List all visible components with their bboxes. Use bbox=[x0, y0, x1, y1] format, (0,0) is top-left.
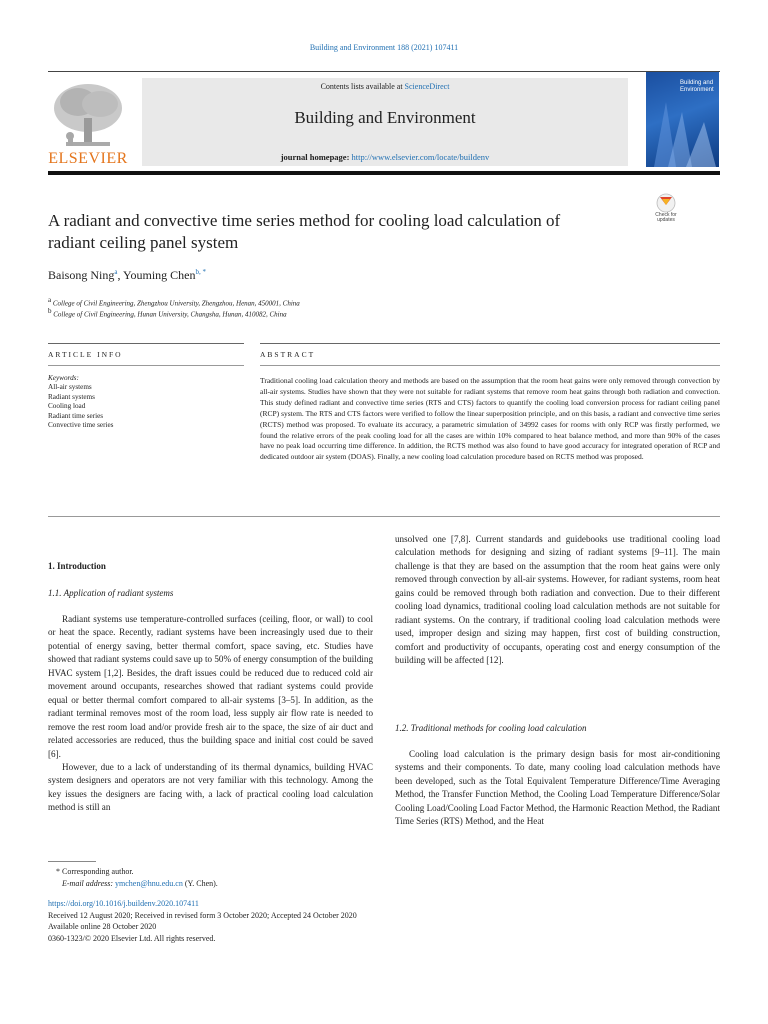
keyword-item: All-air systems bbox=[48, 383, 92, 392]
right-column-top-text bbox=[395, 533, 720, 668]
corresponding-text: Corresponding author. bbox=[62, 867, 134, 876]
article-info-rule bbox=[48, 343, 244, 344]
cover-title-1: Building and bbox=[680, 80, 714, 86]
abstract-bottom-rule bbox=[48, 516, 720, 517]
article-info-subrule bbox=[48, 365, 244, 366]
section-heading-introduction: 1. Introduction bbox=[48, 561, 106, 571]
corresponding-author-note bbox=[56, 866, 134, 877]
journal-cover-image[interactable] bbox=[646, 72, 719, 167]
affiliation-a-text: College of Civil Engineering, Zhengzhou University, Zhengzhou, Henan, 450001, China bbox=[52, 299, 300, 308]
available-online: Available online 28 October 2020 bbox=[48, 922, 157, 931]
affiliation-b-text: College of Civil Engineering, Hunan University, Changsha, Hunan, 410082, China bbox=[53, 310, 287, 319]
cover-title-2: Environment bbox=[680, 87, 714, 93]
paragraph-unsolved: unsolved one [7,8]. Current standards and guidebooks use traditional cooling load calculation methods for designing and sizing of radiant systems [9–11]. The main challenge is that they are based on the assumption that the room heat gains were only removed through convection by all-air systems. However, for radiant systems, room heat gains could be removed through both radiation and convection. Due to their different cooling load dynamics, traditional cooling load calculation methods are not suitable for radiant systems. On the contrary, if traditional cooling load calculation methods were used, improper design and sizing may happen, first cost of building construction, comfort and productivity of occupants, operating cost and energy consumption of the building will be affected [12]. bbox=[395, 534, 720, 666]
author-separator: , bbox=[117, 268, 124, 282]
sciencedirect-link[interactable]: ScienceDirect bbox=[404, 82, 450, 91]
email-link[interactable]: ymchen@hnu.edu.cn bbox=[115, 879, 183, 888]
affiliation-a-mark: a bbox=[48, 296, 52, 304]
left-column-text bbox=[48, 613, 373, 815]
paragraph-however: However, due to a lack of understanding of its thermal dynamics, building HVAC system designers and operators are not very familiar with this technology. Among the key issues the designers are facing with, a lack of practical cooling load calculation method is still an bbox=[48, 761, 373, 813]
title-line-1: A radiant and convective time series method for cooling load calculation of bbox=[48, 211, 561, 230]
abstract-heading: ABSTRACT bbox=[260, 350, 316, 359]
homepage-link[interactable]: http://www.elsevier.com/locate/buildenv bbox=[351, 152, 490, 162]
article-info-heading: ARTICLE INFO bbox=[48, 350, 123, 359]
abstract-text: Traditional cooling load calculation theory and methods are based on the assumption that the room heat gains were only removed through convection by all-air systems. Studies have shown that they were not suitable for radiant systems that remove room heat gains through both radiation and convection. This study defined radiant and convective time series (RTS and CTS) factors to quantify the cooling load conversion process for radiant ceiling panel (RCP) system. The RTS and CTS factors were verified to follow the linear superposition principle, and on this basis, a radiant and convective time series (RCTS) method was proposed. To evaluate its accuracy, a parametric simulation of 34992 cases for rooms with only RCP was firstly performed, we found the relative errors of the peak cooling load for all the cases are within 10% compared to heat balance method, and more than 90% of the cases have no peak load occurring time difference. In addition, the RCTS method was also found to have good accuracy for integrated operation of RCP and dedicated outdoor air system (DOAS). Finally, a new cooling load calculation procedure based on RCTS method was proposed. bbox=[260, 376, 720, 462]
homepage-line bbox=[142, 152, 628, 162]
footnote-rule bbox=[48, 861, 96, 862]
header-thick-rule bbox=[48, 171, 720, 175]
affiliation-b-mark: b bbox=[48, 307, 52, 315]
keyword-item: Cooling load bbox=[48, 402, 86, 411]
corresponding-mark: * bbox=[56, 867, 60, 876]
subsection-heading-1-1: 1.1. Application of radiant systems bbox=[48, 588, 174, 598]
affiliation-b bbox=[48, 307, 287, 318]
contents-line bbox=[142, 82, 628, 91]
doi-link[interactable]: https://doi.org/10.1016/j.buildenv.2020.107411 bbox=[48, 899, 199, 908]
affiliation-a bbox=[48, 296, 300, 307]
abstract-subrule bbox=[260, 365, 720, 366]
paragraph-cooling-load: Cooling load calculation is the primary design basis for most air-conditioning systems and their components. To date, many cooling load calculation methods have been developed, such as the Total Equivalent Temperature Difference/Time Averaging Method, the Transfer Function Method, the Cooling Load Temperature Difference/Solar Cooling Load/Cooling Load Factor Method, the Harmonic Reaction Method, the Radiant Time Series (RTS) Method, and the Heat bbox=[395, 749, 720, 827]
keyword-item: Convective time series bbox=[48, 421, 114, 430]
abstract-rule bbox=[260, 343, 720, 344]
check-for-updates-label bbox=[646, 213, 686, 223]
received-dates: Received 12 August 2020; Received in revised form 3 October 2020; Accepted 24 October 2020 bbox=[48, 911, 357, 920]
article-title bbox=[48, 210, 638, 254]
keyword-item: Radiant time series bbox=[48, 411, 104, 420]
author-1: Baisong Ning bbox=[48, 268, 115, 282]
right-column-bottom-text bbox=[395, 748, 720, 829]
badge-text-2: updates bbox=[657, 217, 675, 223]
keywords-block bbox=[48, 374, 238, 430]
header-rule bbox=[48, 71, 720, 72]
keywords-label: Keywords: bbox=[48, 374, 79, 382]
copyright: 0360-1323/© 2020 Elsevier Ltd. All rights reserved. bbox=[48, 934, 216, 943]
homepage-label: journal homepage: bbox=[280, 152, 352, 162]
publisher-wordmark: ELSEVIER bbox=[48, 150, 128, 167]
journal-title: Building and Environment bbox=[294, 108, 476, 127]
badge-text-1: Check for bbox=[655, 212, 677, 218]
author-1-affiliation-mark[interactable]: a bbox=[114, 268, 118, 276]
contents-prefix: Contents lists available at bbox=[320, 82, 405, 91]
check-for-updates-icon[interactable] bbox=[650, 193, 682, 229]
author-list bbox=[48, 268, 206, 283]
author-2-affiliation-mark[interactable]: b, * bbox=[195, 268, 206, 276]
email-line bbox=[62, 878, 218, 889]
title-line-2: radiant ceiling panel system bbox=[48, 233, 239, 252]
author-2: Youming Chen bbox=[123, 268, 196, 282]
keyword-item: Radiant systems bbox=[48, 392, 95, 401]
email-label: E-mail address: bbox=[62, 879, 116, 888]
subsection-heading-1-2: 1.2. Traditional methods for cooling load calculation bbox=[395, 723, 587, 733]
paragraph-radiant-systems: Radiant systems use temperature-controlled surfaces (ceiling, floor, or wall) to cool or heat the space. Recently, radiant systems have been increasingly used due to their potential of energy saving, better thermal comfort, space saving, etc. Studies have showed that radiant systems could save up to 50% of energy consumption of the building HVAC system [1,2]. Besides, the draft issues could be reduced due to reduced cold air movement around occupants, researches showed that radiant systems could provide equal or better thermal comfort compared to all-air systems [3–5]. In addition, as the radiant terminal removes most of the room load, less supply air flow rate is needed to remove the rest room load and/or provide fresh air to the space, the size of air duct and related accessories are reduced, thus the building space and initial cost could be saved [6]. bbox=[48, 614, 373, 759]
email-suffix: (Y. Chen). bbox=[182, 879, 218, 888]
journal-reference[interactable]: Building and Environment 188 (2021) 107411 bbox=[309, 43, 459, 52]
